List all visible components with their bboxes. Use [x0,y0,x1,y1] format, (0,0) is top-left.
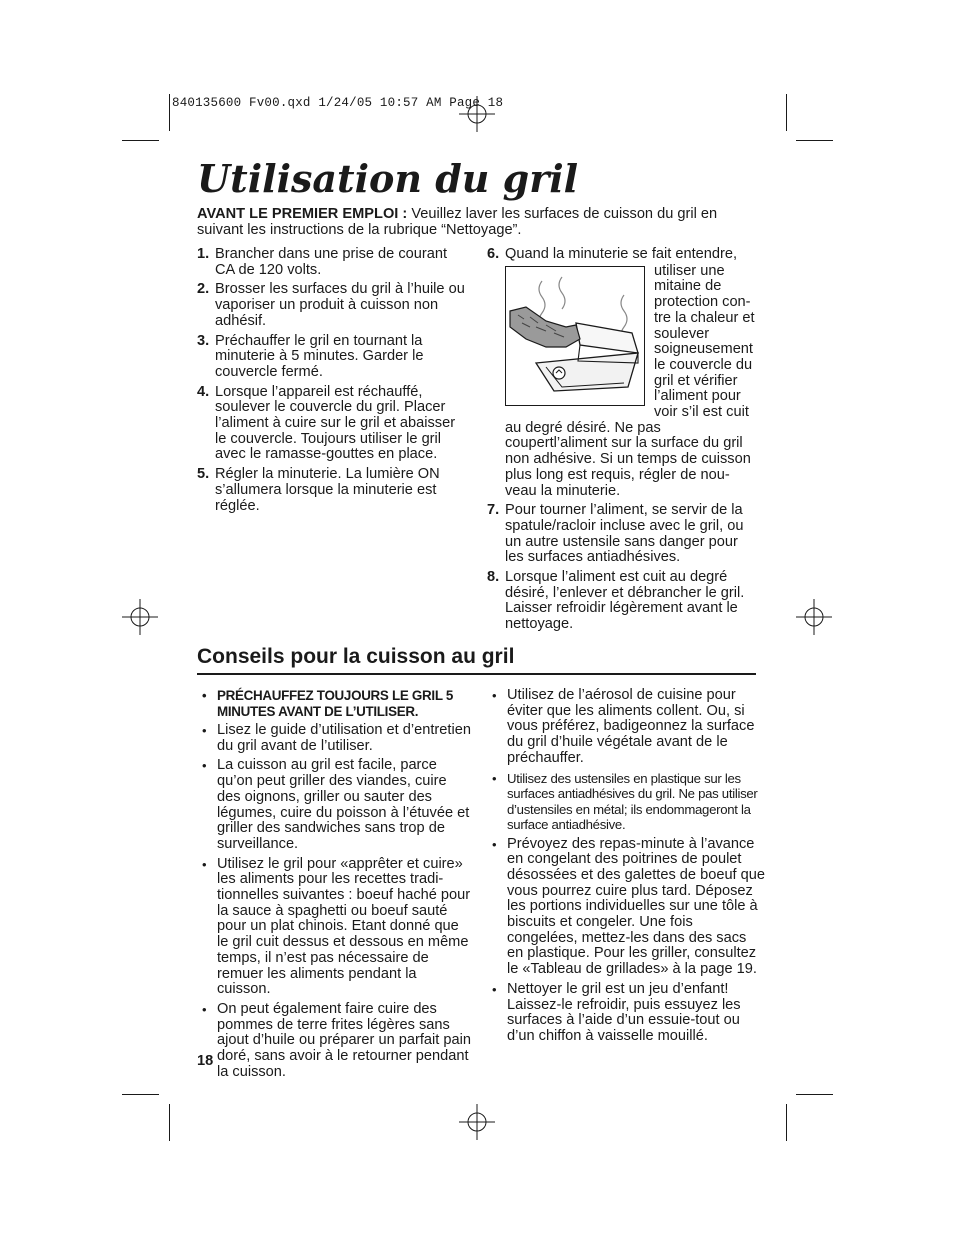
step-item [197,282,465,329]
step-number: 1. [197,246,210,262]
crop-mark [796,140,833,141]
step-number: 6. [487,246,500,262]
print-slug-line: 840135600 Fv00.qxd 1/24/05 10:57 AM Page 18 [172,96,504,110]
step-item [197,334,465,381]
grill-illustration [505,266,645,406]
step-text: Brancher dans une prise de courant CA de 120 volts. [215,246,448,278]
step-text: utiliser une mitaine de protection con-tre la chaleur et soulever soigneusement le couvercle du gril et vérifier l’aliment pour voir s’il est cuit [654,262,755,421]
step-item [487,503,759,566]
step-item [197,247,465,278]
step-text: Brosser les surfaces du gril à l’huile ou vaporiser un produit à cuisson non adhésif. [215,281,465,329]
step-item [487,570,759,633]
step-text: Lorsque l’aliment est cuit au degré désiré, l’enlever et débrancher le gril. Laisser refroidir légèrement avant le nettoyage. [505,569,745,633]
tip-item: • Lisez le guide d’utilisation et d’entretien du gril avant de l’utiliser. [198,723,472,754]
registration-mark-icon [122,599,158,635]
crop-mark [122,1094,159,1095]
page-number: 18 [197,1053,214,1069]
section-title: Conseils pour la cuisson au gril [197,645,756,675]
crop-mark [169,1104,170,1141]
tip-item: • La cuisson au gril est facile, parce qu’on peut griller des viandes, cuire des oignons, griller ou sauter des légumes, cuire du poisson à l’étuvée et griller des sandwiches sans trop de surveillance. [198,758,472,852]
crop-mark [786,1104,787,1141]
step-text: Pour tourner l’aliment, se servir de la spatule/racloir incluse avec le gril, ou un autre ustensile sans danger pour les surfaces antiadhésives. [505,502,744,566]
step-number: 2. [197,281,210,298]
crop-mark [786,94,787,131]
registration-mark-icon [796,599,832,635]
steps-list-left [197,247,465,518]
step-item [487,247,759,499]
step-text: Préchauffer le gril en tournant la minuterie à 5 minutes. Garder le couvercle fermé. [215,332,424,380]
step-number: 3. [197,332,210,349]
step-text: Quand la minuterie se fait entendre, [505,246,738,262]
step-number: 4. [197,383,210,400]
intro-lead: AVANT LE PREMIER EMPLOI : [197,206,408,222]
crop-mark [122,140,159,141]
step-text: au degré désiré. Ne pas coupertl’aliment sur la surface du gril non adhésive. Si un temps de cuisson plus long est requis, régler de nou-veau la minuterie. [505,419,751,499]
steps-list-right [487,247,759,637]
step-number: 7. [487,502,500,519]
tip-item: • Prévoyez des repas-minute à l’avance en congelant des poitrines de poulet désossées et des galettes de boeuf que vous pourrez cuire plus tard. Déposez les portions individuelles sur une tôle à biscuits et congeler. Une fois congelées, mettez-les dans des sacs en plastique. Pour les griller, consultez le «Tableau de grillades» à la page 19. [488,837,766,978]
tip-item: • On peut également faire cuire des pommes de terre frites légères sans ajout d’huile ou préparer un parfait pain doré, sans avoir à le retourner pendant la cuisson. [198,1002,472,1081]
tip-item: • Utilisez des ustensiles en plastique sur les surfaces antiadhésives du gril. Ne pas utiliser d’ustensiles en métal; ils endommageront la surface antiadhésive. [488,771,766,833]
registration-mark-icon [459,1104,495,1140]
crop-mark [796,1094,833,1095]
step-number: 5. [197,466,210,483]
crop-mark [169,94,170,131]
tips-list-left [198,688,472,1084]
step-item [197,467,465,514]
grill-mitt-lid-illustration-icon [506,267,644,405]
intro-text: Veuillez laver les surfaces de cuisson du gril en suivant les instructions de la rubrique “Nettoyage”. [197,206,718,238]
step-number: 8. [487,569,500,586]
tip-item: • Utilisez de l’aérosol de cuisine pour éviter que les aliments collent. Ou, si vous préférez, badigeonnez la surface du gril d’huile végétale avant de le préchauffer. [488,688,766,767]
step-item [197,385,465,464]
tip-item: • Utilisez le gril pour «apprêter et cuire» les aliments pour les recettes tradi-tionnelles suivantes : boeuf haché pour la sauce à spaghetti ou boeuf sauté pour un plat chinois. Etant donné que le gril cuit dessus et dessous en même temps, il n’est pas nécessaire de remuer les aliments pendant la cuisson. [198,857,472,998]
tips-list-right [488,688,766,1049]
step-text: Lorsque l’appareil est réchauffé, soulever le couvercle du gril. Placer l’aliment à cuire sur le gril et abaisser le couvercle. Toujours utiliser le gril avec le ramasse-gouttes en place. [215,383,456,463]
tip-item: • PRÉCHAUFFEZ TOUJOURS LE GRIL 5 MINUTES AVANT DE L’UTILISER. [198,688,472,719]
tip-item: • Nettoyer le gril est un jeu d’enfant! Laissez-le refroidir, puis essuyez les surfaces à l’aide d’un essuie-tout ou d’un chiffon à vaisselle mouillé. [488,982,766,1045]
step-text: Régler la minuterie. La lumière ON s’allumera lorsque la minuterie est réglée. [215,466,440,514]
page-title: Utilisation du gril [197,156,579,201]
intro-paragraph [197,206,757,238]
step-figure-wrap [505,264,759,421]
